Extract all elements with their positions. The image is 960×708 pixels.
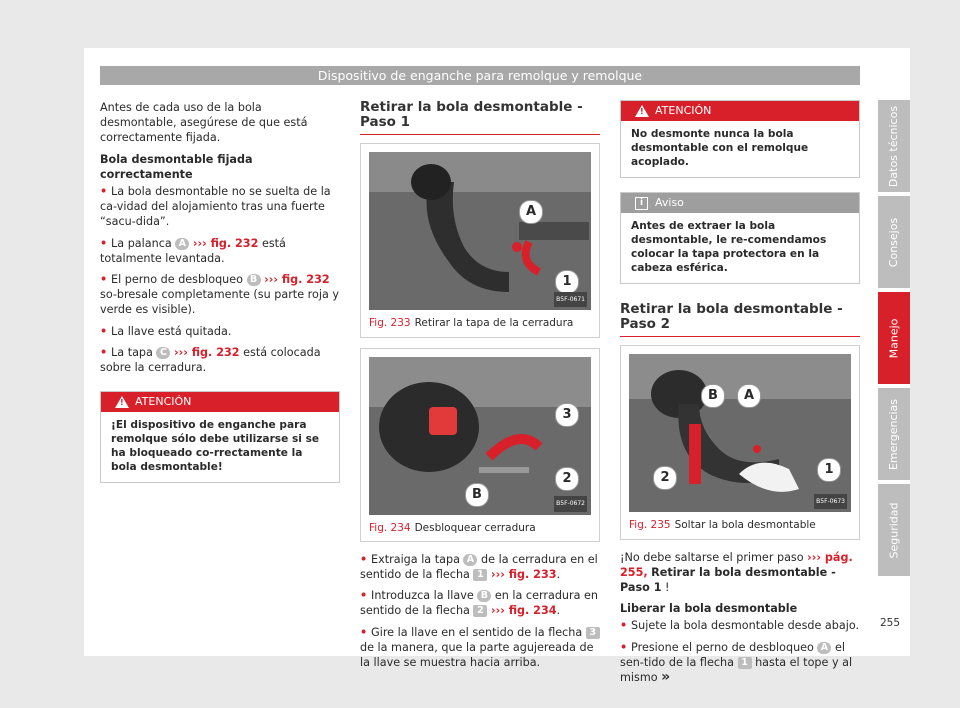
continue-icon: »: [661, 669, 671, 686]
bullet-text: so-bresale completamente (su parte roja y verde es visible).: [100, 288, 339, 317]
number-badge: 1: [473, 569, 487, 581]
figure-image: [369, 152, 591, 310]
number-badge: 1: [738, 657, 752, 669]
notice-title: Aviso: [655, 196, 684, 209]
bullet-dot: •: [100, 324, 112, 338]
figure-link[interactable]: ››› fig. 233: [491, 568, 557, 582]
bullet-dot: •: [360, 589, 372, 603]
bullet-dot: •: [360, 552, 372, 566]
warning-header: [101, 392, 339, 412]
tab-datos-tecnicos[interactable]: [878, 100, 910, 192]
warning-icon-mark: !: [640, 107, 644, 116]
tab-manejo[interactable]: [878, 292, 910, 384]
bullet-item: [360, 552, 600, 582]
warning-title: ATENCIÓN: [655, 104, 712, 117]
tab-seguridad[interactable]: [878, 484, 910, 576]
figure-link[interactable]: ››› fig. 232: [174, 345, 240, 359]
column-3: [620, 100, 860, 691]
bullet-text: está totalmente levantada.: [100, 236, 286, 265]
page-header: Dispositivo de enganche para remolque y remolque: [100, 66, 860, 85]
tab-label: Emergencias: [887, 398, 901, 470]
bullet-text: Extraiga la tapa: [371, 552, 460, 566]
label-badge: B: [247, 274, 261, 286]
bullet-item: [100, 345, 340, 375]
bullet-dot: •: [620, 619, 632, 633]
number-badge: 2: [473, 605, 487, 617]
bullet-text: .: [556, 604, 561, 618]
tab-consejos[interactable]: [878, 196, 910, 288]
figure-number: Fig. 235: [629, 519, 671, 532]
bullet-text: está colocada sobre la cerradura.: [100, 345, 321, 375]
callout-2: 2: [653, 466, 677, 490]
figure-link[interactable]: ››› fig. 232: [264, 273, 330, 287]
page-number: 255: [880, 617, 901, 629]
bullet-item: [100, 324, 340, 339]
figure-number: Fig. 233: [369, 317, 411, 330]
section-heading: Liberar la bola desmontable: [620, 602, 798, 616]
number-badge: 3: [586, 627, 600, 639]
figure-link[interactable]: ››› fig. 234: [491, 604, 557, 618]
column-1: [100, 100, 340, 483]
figure-number: Fig. 234: [369, 521, 411, 534]
caption-text: Soltar la bola desmontable: [674, 519, 816, 532]
bullet-item: [100, 236, 340, 266]
callout-a: A: [737, 384, 761, 408]
callout-1: 1: [555, 270, 579, 294]
bullet-dot: •: [100, 273, 112, 287]
caption-text: Retirar la tapa de la cerradura: [414, 317, 574, 330]
figure-caption: [361, 310, 599, 336]
figure-code: B5F-0672: [554, 496, 587, 511]
warning-text: No desmonte nunca la bola desmontable con el remolque acoplado.: [631, 128, 809, 168]
warning-icon-mark: !: [120, 398, 124, 408]
figure-image: [369, 357, 591, 515]
label-badge: A: [817, 642, 831, 654]
info-icon: i: [635, 197, 648, 210]
bullet-dot: •: [360, 625, 372, 639]
figure-234: [360, 348, 600, 542]
label-badge: B: [477, 590, 491, 602]
bullet-text: Presione el perno de desbloqueo: [631, 640, 814, 654]
section-heading: Bola desmontable fijada correctamente: [100, 152, 253, 181]
bullet-text: .: [556, 568, 561, 582]
label-badge: A: [175, 238, 189, 250]
warning-box: [620, 100, 860, 178]
bullet-item: [100, 184, 340, 230]
callout-2: 2: [555, 467, 579, 491]
bullet-text: el sen-tido de la flecha: [620, 640, 846, 669]
bullet-dot: •: [100, 345, 112, 359]
bullet-text: Sujete la bola desmontable desde abajo.: [631, 619, 860, 633]
notice-text: Antes de extraer la bola desmontable, le re-comendamos colocar la tapa protectora en la cabeza esférica.: [631, 220, 827, 274]
bullet-text: Gire la llave en el sentido de la flecha: [371, 625, 583, 639]
callout-1: 1: [817, 458, 841, 482]
callout-b: B: [465, 483, 489, 507]
tab-label: Consejos: [887, 217, 901, 267]
paragraph-text: ¡No debe saltarse el primer paso: [620, 550, 804, 564]
paragraph: [620, 550, 860, 596]
bullet-item: [360, 625, 600, 671]
tab-label: Datos técnicos: [887, 105, 901, 187]
tab-label: Manejo: [887, 318, 901, 358]
warning-box: [100, 391, 340, 483]
figure-code: B5F-0673: [814, 494, 847, 509]
bullet-text: La palanca: [111, 236, 172, 250]
bullet-item: [100, 272, 340, 318]
paragraph-bold: Retirar la bola desmontable - Paso 1: [620, 565, 836, 595]
warning-title: ATENCIÓN: [135, 395, 192, 409]
bullet-item: [620, 618, 860, 633]
tab-emergencias[interactable]: [878, 388, 910, 480]
figure-233: [360, 143, 600, 337]
tab-label: Seguridad: [887, 502, 901, 558]
callout-a: A: [519, 200, 543, 224]
bullet-text: de la cerradura en el sentido de la flecha: [360, 552, 598, 582]
notice-header: [621, 193, 859, 213]
figure-caption: [361, 515, 599, 541]
column-2: [360, 100, 600, 676]
section-title: Retirar la bola desmontable - Paso 2: [620, 302, 860, 337]
figure-235: [620, 345, 860, 539]
bullet-text: Introduzca la llave: [371, 589, 474, 603]
label-badge: A: [463, 554, 477, 566]
warning-header: [621, 101, 859, 121]
page-link[interactable]: ››› pág. 255,: [620, 550, 853, 579]
bullet-item: [360, 588, 600, 618]
bullet-text: La bola desmontable no se suelta de la ca-vidad del alojamiento tras una fuerte “sacu-dida”.: [100, 185, 331, 229]
bullet-text: en la cerradura en sentido de la flecha: [360, 589, 598, 618]
bullet-text: hasta el tope y al mismo: [620, 655, 853, 685]
callout-b: B: [701, 384, 725, 408]
bullet-dot: •: [100, 236, 112, 250]
callout-3: 3: [555, 403, 579, 427]
caption-text: Desbloquear cerradura: [414, 521, 536, 534]
bullet-item: [620, 640, 860, 686]
bullet-text: El perno de desbloqueo: [111, 273, 243, 287]
figure-image: [629, 354, 851, 512]
bullet-dot: •: [620, 640, 632, 654]
label-badge: C: [156, 347, 170, 359]
section-title: Retirar la bola desmontable - Paso 1: [360, 100, 600, 135]
bullet-text: La tapa: [111, 345, 153, 359]
warning-text: ¡El dispositivo de enganche para remolque sólo debe utilizarse si se ha bloqueado co-rrectamente la bola desmontable!: [111, 419, 320, 474]
bullet-text: La llave está quitada.: [111, 324, 232, 338]
bullet-text: de la manera, que la parte agujereada de la llave se muestra hacia arriba.: [360, 640, 594, 670]
figure-caption: [621, 512, 859, 538]
intro-text: Antes de cada uso de la bola desmontable, asegúrese de que está correctamente fijada.: [100, 101, 308, 145]
paragraph-text: !: [665, 581, 670, 595]
figure-link[interactable]: ››› fig. 232: [192, 236, 259, 250]
bullet-dot: •: [100, 185, 112, 199]
notice-box: [620, 192, 860, 284]
figure-code: B5F-0671: [554, 292, 587, 307]
